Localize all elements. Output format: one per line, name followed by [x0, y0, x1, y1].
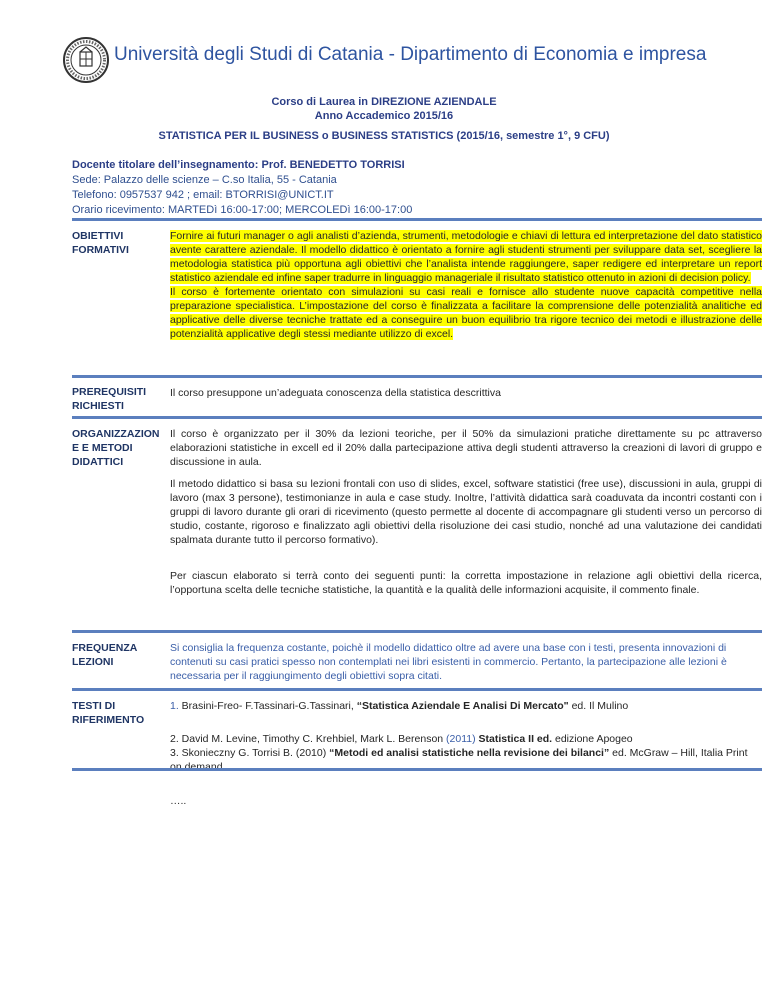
reference-1-title: “Statistica Aziendale E Analisi Di Mercato" — [356, 700, 569, 712]
section-prerequisiti — [72, 375, 762, 412]
section-label: OBIETTIVI FORMATIVI — [72, 230, 129, 256]
organizzazione-paragraph-2: Il metodo didattico si basa su lezioni frontali con uso di slides, excel, software statistici (free use), discussioni in aula, gruppi di lavoro (max 3 persone), testimonianze in aula e case study. Inoltre, l’attività didattica sarà coaduvata da incontri costanti con i gruppi di lavoro durante gli orari di ricevimento (questo permette al docente di accompagnare gli studenti verso un percorso di studio, costante, rigoroso e finalizzato agli obiettivi della risoluzione dei casi studio, nonché ad una valutazione dei candidati spalmata durante tutto il percorso formativo). — [170, 478, 762, 546]
organizzazione-paragraph-1: Il corso è organizzato per il 30% da lezioni teoriche, per il 50% da simulazioni pratiche direttamente su pc attraverso elaborazioni statistiche in excell ed il 20% dalla partecipazione attiva degli studenti attraverso la creazioni di lavori di gruppo e discussione in aula. — [170, 428, 762, 468]
section-body — [170, 229, 762, 341]
section-obiettivi — [72, 218, 762, 340]
reference-1-publisher: ed. Il Mulino — [568, 700, 629, 712]
reference-2-year: (2011) — [446, 733, 476, 745]
section-frequenza — [72, 630, 762, 682]
obiettivi-paragraph-1: Fornire ai futuri manager o agli analisti d’azienda, strumenti, metodologie e chiavi di lettura ed interpretazione del dato statistico avente carattere aziendale. Il modello didattico è orientato a fornire agli studenti strumenti per sviluppare data set, scegliere la metodologia statistica più opportuna agli obiettivi che l’analista intende raggiungere, saper redigere ed interpretare un report statistico aziendale ed infine saper tradurre in linguaggio manageriale il risultato statistico ottenuto in azioni di decision policy. — [170, 230, 762, 284]
reference-2-title: Statistica II ed. — [475, 733, 553, 745]
page-header — [62, 36, 712, 84]
reference-3-publisher: ed. McGraw – Hill, Italia Print on demand — [170, 747, 748, 773]
academic-year: Anno Accademico 2015/16 — [314, 110, 454, 122]
reference-1-authors: Brasini-Freo- F.Tassinari-G.Tassinari, — [178, 700, 357, 712]
reference-3-authors: 3. Skonieczny G. Torrisi B. (2010) — [170, 747, 330, 759]
teacher-info — [72, 158, 412, 218]
section-label: ORGANIZZAZION E E METODI DIDATTICI — [72, 428, 160, 468]
bottom-divider — [72, 768, 762, 771]
section-label: PREREQUISITI RICHIESTI — [72, 386, 147, 412]
reference-3-title: “Metodi ed analisi statistiche nella revisione dei bilanci” — [329, 747, 610, 759]
university-title: Università degli Studi di Catania - Dipartimento di Economia e impresa — [114, 44, 707, 65]
section-label: TESTI DI RIFERIMENTO — [72, 700, 145, 726]
teacher-office-hours: Orario ricevimento: MARTEDì 16:00-17:00; MERCOLEDì 16:00-17:00 — [72, 204, 413, 216]
section-body — [170, 427, 762, 597]
prerequisiti-text: Il corso presuppone un’adeguata conoscenza della statistica descrittiva — [170, 387, 501, 399]
teacher-location: Sede: Palazzo delle scienze – C.so Italia, 55 - Catania — [72, 174, 337, 186]
university-seal-icon — [62, 36, 110, 84]
references-ellipsis: ….. — [170, 795, 187, 807]
reference-2-authors: 2. David M. Levine, Timothy C. Krehbiel, Mark L. Berenson — [170, 733, 447, 745]
reference-2-publisher: edizione Apogeo — [552, 733, 633, 745]
obiettivi-paragraph-2: Il corso è fortemente orientato con simulazioni su casi reali e fornisce allo studente nuove capacità competitive nella preparazione specialistica. L’impostazione del corso è finalizzata a facilitare la comprensione delle potenzialità analitiche ed applicative delle diverse tecniche trattate ed a conseguire un buon equilibrio tra rigore tecnico dei metodi e illustrazione delle potenzialità applicative degli stessi mediante utilizzo di excel. — [170, 286, 762, 340]
reference-2 — [170, 732, 762, 746]
subject-title: STATISTICA PER IL BUSINESS o BUSINESS STATISTICS (2015/16, semestre 1°, 9 CFU) — [158, 130, 610, 142]
section-organizzazione — [72, 416, 762, 596]
degree-course: Corso di Laurea in DIREZIONE AZIENDALE — [271, 96, 497, 108]
teacher-contact: Telefono: 0957537 942 ; email: BTORRISI@UNICT.IT — [72, 189, 334, 201]
organizzazione-paragraph-3: Per ciascun elaborato si terrà conto dei seguenti punti: la corretta impostazione in relazione agli obiettivi della ricerca, l’opportuna scelta delle tecniche statistiche, la quantità e la qualità delle informazioni acquisite, il commento finale. — [170, 570, 762, 596]
section-body — [170, 699, 762, 808]
section-testi — [72, 688, 762, 807]
reference-1 — [170, 699, 762, 713]
section-label: FREQUENZA LEZIONI — [72, 642, 137, 668]
teacher-name: Docente titolare dell’insegnamento: Prof. BENEDETTO TORRISI — [72, 159, 405, 171]
frequenza-text: Si consiglia la frequenza costante, poichè il modello didattico oltre ad avere una base con i testi, presenta innovazioni di contenuti su casi pratici spesso non contemplati nei libri esistenti in commercio. Pertanto, la partecipazione alle lezioni è necessaria per il raggiungimento degli obiettivi sopra citati. — [170, 642, 727, 682]
reference-1-number: 1. — [170, 700, 179, 712]
